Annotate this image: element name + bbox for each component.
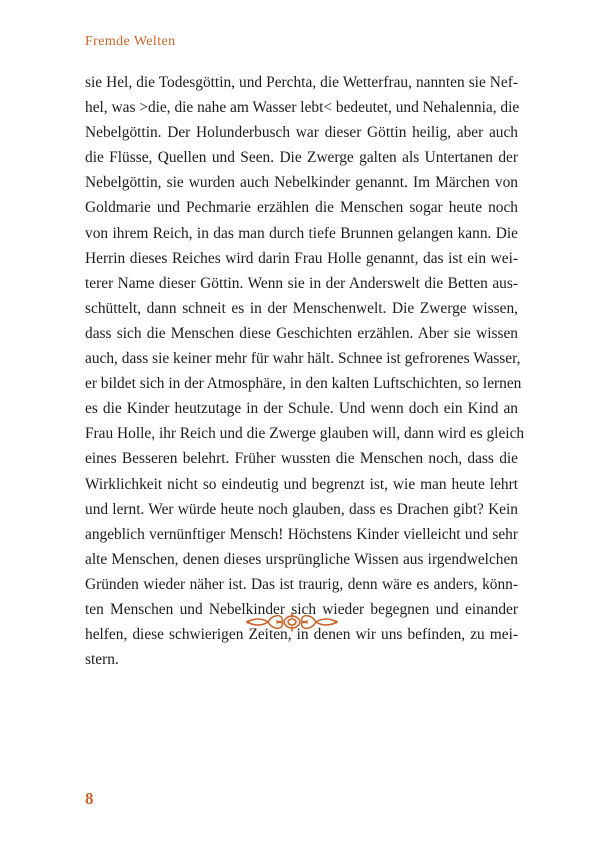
text-line: eines Besseren belehrt. Früher wussten die Menschen noch, dass die [85,450,518,468]
text-line: und lernt. Wer würde heute noch glauben, dass es Drachen gibt? Kein [85,500,518,518]
text-line: sie Hel, die Todesgöttin, und Perchta, die Wetterfrau, nannten sie Nef- [85,74,518,91]
text-line: Gründen wieder näher ist. Das ist traurig, denn wäre es anders, könn- [85,575,518,593]
text-line: Herrin dieses Reiches wird darin Frau Holle genannt, das ist ein wei- [85,249,518,267]
text-line: Nebelgöttin, sie wurden auch Nebelkinder genannt. Im Märchen von [85,174,518,192]
text-line: Nebelgöttin. Der Holunderbusch war dieser Göttin heilig, aber auch [85,124,518,142]
text-line: alte Menschen, denen dieses ursprüngliche Wissen aus irgendwelchen [85,550,518,568]
text-line: von ihrem Reich, in das man durch tiefe Brunnen gelangen kann. Die [85,224,518,242]
running-head: Fremde Welten [85,34,176,49]
text-line: hel, was >die, die nahe am Wasser lebt< bedeutet, und Nehalennia, die [85,99,520,117]
page-number: 8 [85,789,94,808]
text-line: es die Kinder heutzutage in der Schule. Und wenn doch ein Kind an [85,400,518,418]
body-text [85,70,525,672]
text-line: stern. [85,651,119,669]
text-line: schüttelt, dann schneit es in der Menschenwelt. Die Zwerge wissen, [85,299,518,317]
text-line: auch, dass sie keiner mehr für wahr hält. Schnee ist gefrorenes Wasser, [85,350,521,368]
text-line: die Flüsse, Quellen und Seen. Die Zwerge galten als Untertanen der [85,149,518,167]
text-line: Goldmarie und Pechmarie erzählen die Menschen sogar heute noch [85,199,518,217]
text-line: er bildet sich in der Atmosphäre, in den kalten Luftschichten, so lernen [85,375,522,393]
text-line: terer Name dieser Göttin. Wenn sie in der Anderswelt die Betten aus- [85,274,518,292]
text-line: ten Menschen und Nebelkinder sich wieder begegnen und einander [85,600,518,618]
text-line: angeblich vernünftiger Mensch! Höchstens Kinder vielleicht und sehr [85,525,518,543]
text-line: helfen, diese schwierigen Zeiten, in denen wir uns befinden, zu mei- [85,626,518,644]
text-line: dass sich die Menschen diese Geschichten erzählen. Aber sie wissen [85,324,518,342]
scroll-flourish-icon [244,609,340,635]
text-line: Frau Holle, ihr Reich und die Zwerge glauben will, dann wird es gleich [85,425,525,443]
text-line: Wirklichkeit nicht so eindeutig und begrenzt ist, wie man heute lehrt [85,475,518,493]
